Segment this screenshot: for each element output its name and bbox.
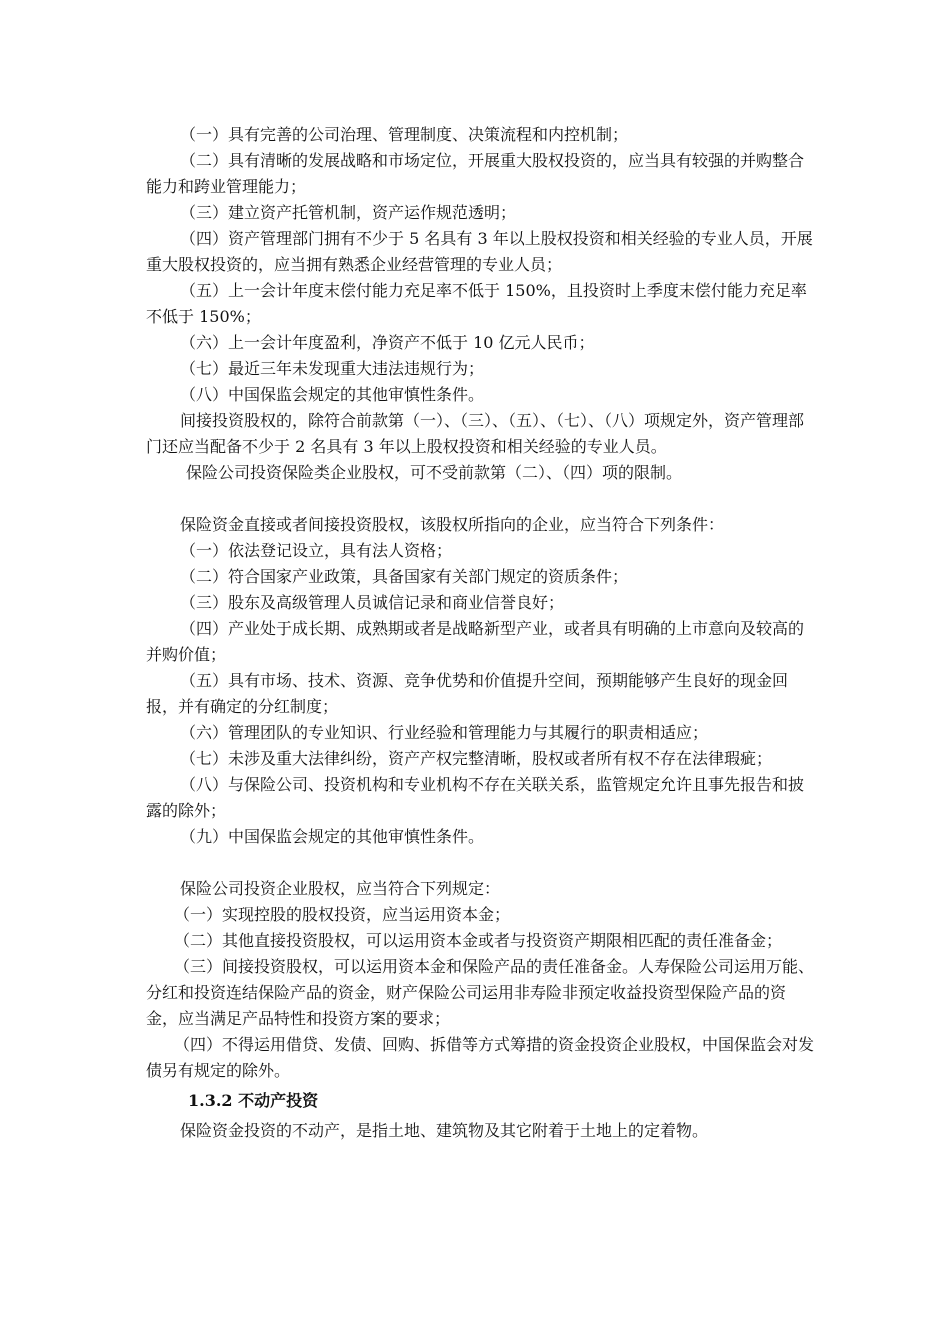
clause-1-6: （六）上一会计年度盈利，净资产不低于 10 亿元人民币；: [180, 333, 595, 352]
clause-3-1: （一）实现控股的股权投资，应当运用资本金；: [174, 905, 511, 924]
indirect-investment-paragraph: 间接投资股权的，除符合前款第（一）、（三）、（五）、（七）、（八）项规定外，资产管理部门还应当配备不少于 2 名具有 3 年以上股权投资和相关经验的专业人员。: [146, 411, 805, 456]
real-estate-definition: 保险资金投资的不动产，是指土地、建筑物及其它附着于土地上的定着物。: [180, 1121, 709, 1140]
clause-1-4: （四）资产管理部门拥有不少于 5 名具有 3 年以上股权投资和相关经验的专业人员，开展重大股权投资的，应当拥有熟悉企业经营管理的专业人员；: [146, 229, 813, 274]
enterprise-conditions-intro: 保险资金直接或者间接投资股权，该股权所指向的企业，应当符合下列条件：: [180, 515, 725, 534]
clause-2-5: （五）具有市场、技术、资源、竞争优势和价值提升空间，预期能够产生良好的现金回报，并有确定的分红制度；: [146, 671, 789, 716]
clause-2-9: （九）中国保监会规定的其他审慎性条件。: [180, 827, 485, 846]
paragraph-gap: [146, 850, 814, 876]
clause-1-8: （八）中国保监会规定的其他审慎性条件。: [180, 385, 485, 404]
clause-2-1: （一）依法登记设立，具有法人资格；: [180, 541, 453, 560]
clause-2-7: （七）未涉及重大法律纠纷，资产产权完整清晰，股权或者所有权不存在法律瑕疵；: [180, 749, 773, 768]
equity-rules-intro: 保险公司投资企业股权，应当符合下列规定：: [180, 879, 501, 898]
clause-1-2: （二）具有清晰的发展战略和市场定位，开展重大股权投资的，应当具有较强的并购整合能力和跨业管理能力；: [146, 151, 805, 196]
insurance-company-paragraph: 保险公司投资保险类企业股权，可不受前款第（二）、（四）项的限制。: [186, 463, 683, 482]
clause-2-3: （三）股东及高级管理人员诚信记录和商业信誉良好；: [180, 593, 565, 612]
clause-1-5: （五）上一会计年度末偿付能力充足率不低于 150%，且投资时上季度末偿付能力充足率不低于 150%；: [146, 281, 807, 326]
clause-1-3: （三）建立资产托管机制，资产运作规范透明；: [180, 203, 517, 222]
clause-2-2: （二）符合国家产业政策，具备国家有关部门规定的资质条件；: [180, 567, 629, 586]
clause-2-8: （八）与保险公司、投资机构和专业机构不存在关联关系，监管规定允许且事先报告和披露的除外；: [146, 775, 805, 820]
section-heading: 1.3.2 不动产投资: [188, 1091, 319, 1110]
document-page: [146, 122, 814, 1144]
clause-3-2: （二）其他直接投资股权，可以运用资本金或者与投资资产期限相匹配的责任准备金；: [174, 931, 783, 950]
clause-3-4: （四）不得运用借贷、发债、回购、拆借等方式筹措的资金投资企业股权，中国保监会对发债另有规定的除外。: [146, 1035, 815, 1080]
clause-3-3: （三）间接投资股权，可以运用资本金和保险产品的责任准备金。人寿保险公司运用万能、分红和投资连结保险产品的资金，财产保险公司运用非寿险非预定收益投资型保险产品的资金，应当满足产品特性和投资方案的要求；: [146, 957, 815, 1028]
clause-2-4: （四）产业处于成长期、成熟期或者是战略新型产业，或者具有明确的上市意向及较高的并购价值；: [146, 619, 805, 664]
clause-1-7: （七）最近三年未发现重大违法违规行为；: [180, 359, 485, 378]
clause-2-6: （六）管理团队的专业知识、行业经验和管理能力与其履行的职责相适应；: [180, 723, 709, 742]
clause-1-1: （一）具有完善的公司治理、管理制度、决策流程和内控机制；: [180, 125, 629, 144]
paragraph-gap: [146, 486, 814, 512]
